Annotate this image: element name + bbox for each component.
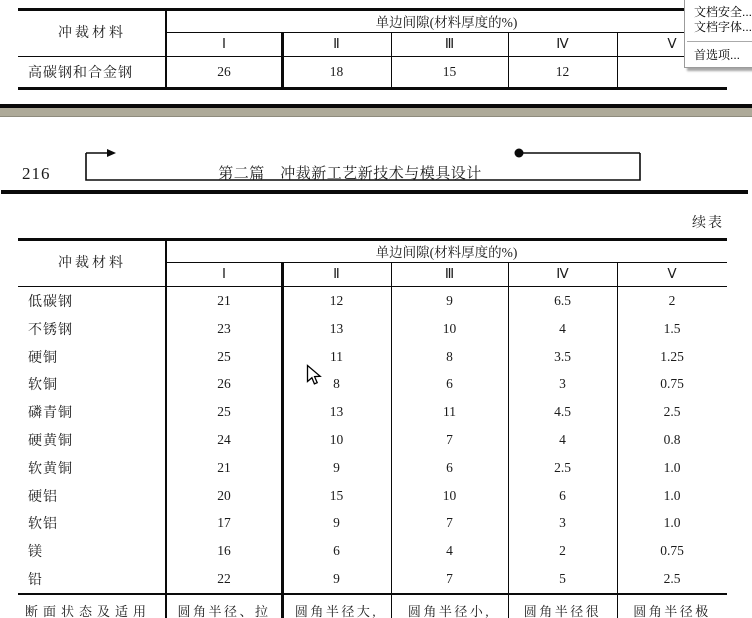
cell-value-class4: 6 — [559, 487, 566, 503]
cell-value-class5: 2.5 — [663, 571, 681, 587]
cell-value-class5: 0.75 — [660, 376, 684, 392]
cell-value-class5: 0.75 — [660, 543, 684, 559]
cell-value-class4: 2.5 — [554, 459, 571, 475]
cell-value-class4: 6.5 — [554, 292, 571, 308]
header-class-3: Ⅲ — [444, 35, 455, 52]
cell-value-class4: 3 — [559, 376, 566, 392]
table-row — [18, 510, 727, 538]
table-top-body — [18, 57, 727, 87]
header-class-1: Ⅰ — [222, 265, 226, 282]
cell-value-class2: 9 — [333, 571, 340, 587]
cell-value-class2: 13 — [329, 320, 344, 336]
cell-value-class2: 10 — [329, 431, 344, 447]
cell-value-class5: 1.5 — [663, 320, 681, 336]
cell-value-class3: 8 — [446, 348, 453, 364]
cell-value-class2: 9 — [333, 459, 340, 475]
cell-material: 硬黄铜 — [28, 433, 73, 449]
header-clearance: 单边间隙(材料厚度的%) — [375, 244, 518, 260]
page-number: 216 — [22, 164, 51, 183]
cell-value-class3: 10 — [442, 487, 457, 503]
cell-value-class1: 21 — [217, 292, 231, 308]
footer-cell: 圆角半径大, — [294, 604, 379, 618]
cell-material: 软铝 — [28, 517, 58, 533]
context-menu — [684, 0, 752, 68]
cell-value-class3: 6 — [446, 376, 453, 392]
table-row — [18, 370, 727, 398]
header-class-5: Ⅴ — [667, 265, 677, 282]
footer-label: 断面状态及适用 — [25, 604, 152, 618]
table-row — [18, 57, 727, 87]
header-material: 冲裁材料 — [58, 256, 126, 271]
footer-cell: 圆角半径很 — [523, 604, 602, 618]
cell-value-class1: 26 — [217, 376, 231, 392]
footer-cell: 圆角半径极 — [633, 604, 711, 618]
header-class-3: Ⅲ — [444, 265, 455, 282]
cell-value-class2: 6 — [333, 543, 340, 559]
cell-value-class5: 2 — [668, 292, 676, 308]
cell-value-class2: 11 — [330, 348, 343, 364]
cell-value-class4: 4 — [559, 320, 566, 336]
cell-material: 高碳钢和合金钢 — [28, 66, 133, 81]
page-edge-line — [0, 116, 752, 117]
cell-value-class3: 7 — [446, 431, 453, 447]
cell-value-class1: 24 — [217, 431, 231, 447]
table-border-bottom — [18, 87, 727, 90]
header-clearance: 单边间隙(材料厚度的%) — [375, 14, 518, 30]
table-row — [18, 482, 727, 510]
cell-value-class1: 25 — [217, 404, 231, 420]
table-row — [18, 343, 727, 371]
cell-value-class4: 3.5 — [554, 348, 571, 364]
continued-table-label: 续表 — [692, 216, 724, 231]
cell-value-class5: 1.0 — [663, 515, 681, 531]
footer-cell: 圆角半径、拉 — [177, 604, 271, 618]
page-gap-band — [0, 108, 752, 117]
cell-value-class2: 12 — [329, 292, 344, 308]
table-row — [18, 398, 727, 426]
cell-material: 软黄铜 — [28, 461, 73, 477]
cell-value-class1: 25 — [217, 348, 231, 364]
cell-material: 硬铝 — [28, 489, 58, 505]
cell-value-class1: 23 — [217, 320, 231, 336]
cell-material: 不锈钢 — [28, 322, 73, 338]
menu-item-document-security[interactable]: 文档安全... — [694, 5, 752, 19]
cell-value-class1: 22 — [217, 571, 231, 587]
table-footer-row — [18, 595, 727, 618]
header-class-2: Ⅱ — [333, 35, 340, 52]
cell-value: 26 — [217, 64, 231, 79]
table-row — [18, 426, 727, 454]
header-class-4: Ⅳ — [556, 265, 569, 282]
header-material: 冲裁材料 — [58, 26, 126, 41]
cell-material: 低碳钢 — [28, 294, 73, 310]
cell-value-class5: 1.0 — [663, 459, 681, 475]
table-top-fragment — [18, 8, 727, 90]
cell-value-class3: 9 — [446, 292, 453, 308]
table-row — [18, 287, 727, 315]
menu-item-preferences[interactable]: 首选项... — [694, 48, 741, 62]
mouse-cursor-icon — [306, 364, 324, 388]
cell-value-class5: 2.5 — [663, 404, 681, 420]
cell-value: 12 — [555, 64, 570, 79]
cell-value-class2: 9 — [333, 515, 340, 531]
cell-value-class3: 7 — [446, 515, 453, 531]
cell-value-class3: 6 — [446, 459, 453, 475]
header-class-2: Ⅱ — [333, 265, 340, 282]
cell-value-class4: 4.5 — [554, 404, 571, 420]
table-continued — [18, 238, 727, 618]
cell-value-class3: 11 — [443, 404, 456, 420]
cell-value-class2: 13 — [329, 404, 344, 420]
cell-value-class2: 15 — [329, 487, 344, 503]
cell-material: 铅 — [28, 573, 43, 589]
cell-value-class4: 3 — [559, 515, 566, 531]
cell-value-class1: 17 — [217, 515, 231, 531]
cell-value-class4: 2 — [559, 543, 566, 559]
cell-value-class3: 7 — [446, 571, 453, 587]
cell-material: 硬铜 — [28, 350, 58, 366]
cell-value-class5: 1.0 — [663, 487, 681, 503]
menu-item-document-fonts[interactable]: 文档字体... — [694, 20, 752, 34]
cell-material: 镁 — [28, 545, 43, 561]
cell-value-class1: 16 — [217, 543, 231, 559]
footer-cell: 圆角半径小, — [407, 604, 492, 618]
cell-value-class5: 1.25 — [660, 348, 684, 364]
menu-separator — [687, 41, 752, 42]
running-title: 第二篇 冲裁新工艺新技术与模具设计 — [218, 166, 482, 182]
header-class-1: Ⅰ — [222, 35, 226, 52]
header-rule — [1, 190, 748, 194]
header-class-4: Ⅳ — [556, 35, 569, 52]
cell-value-class1: 20 — [217, 487, 231, 503]
table-body — [18, 287, 727, 593]
table-row — [18, 565, 727, 593]
cell-value-class2: 8 — [333, 376, 340, 392]
header-class-5: Ⅴ — [667, 35, 677, 52]
cell-value-class4: 4 — [559, 431, 566, 447]
cell-value-class1: 21 — [217, 459, 231, 475]
cell-value-class3: 4 — [446, 543, 453, 559]
cell-value-class5: 0.8 — [663, 431, 681, 447]
cell-value: 15 — [442, 64, 457, 79]
cell-value: 18 — [329, 64, 344, 79]
table-row — [18, 537, 727, 565]
cell-material: 软铜 — [28, 378, 58, 394]
table-row — [18, 315, 727, 343]
cell-value-class3: 10 — [442, 320, 457, 336]
cell-value-class4: 5 — [559, 571, 566, 587]
cell-material: 磷青铜 — [28, 406, 73, 422]
table-row — [18, 454, 727, 482]
